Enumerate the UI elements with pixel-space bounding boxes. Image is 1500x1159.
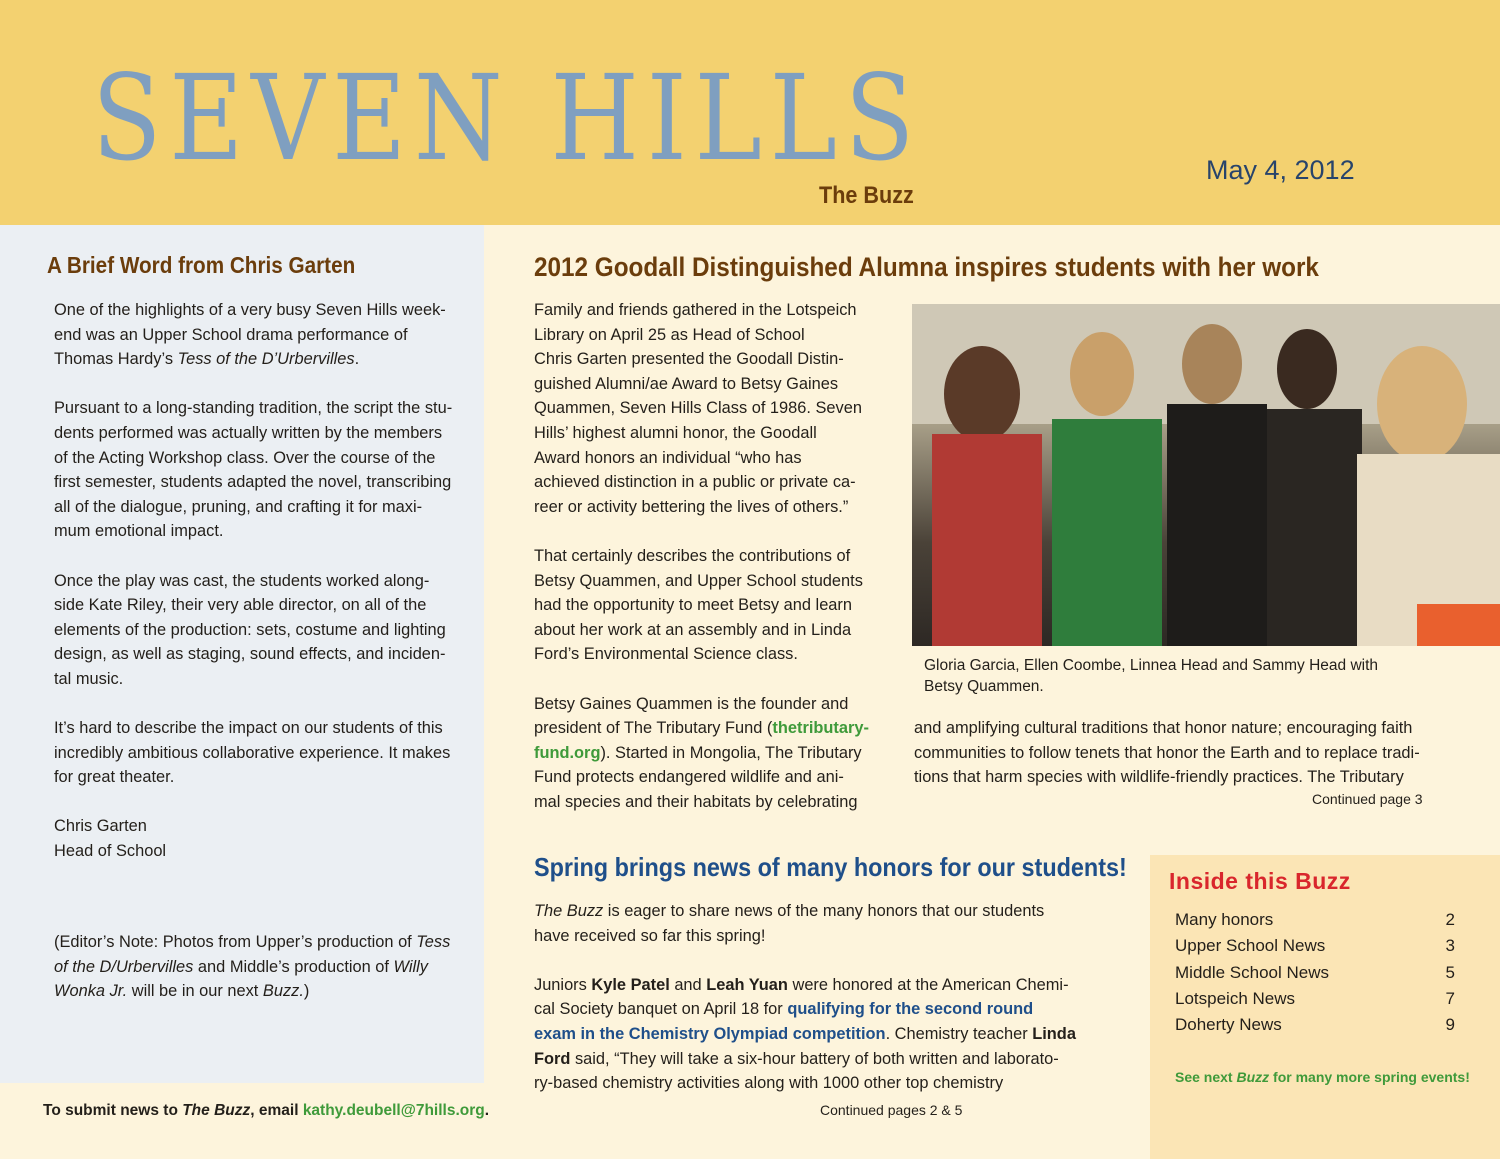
toc-item-page: 3: [1445, 936, 1455, 956]
toc-item[interactable]: [1175, 986, 1455, 1012]
continued-pages-2-5[interactable]: Continued pages 2 & 5: [820, 1102, 963, 1118]
text-run: Leah Yuan: [706, 975, 788, 994]
text-run: and: [669, 975, 707, 994]
text-run: said, “They will take a six-hour battery of both written and laborato- ry-based chemistry activities along with 1000 other top chemistry: [534, 1049, 1059, 1093]
text-run: That certainly describes the contributions of Betsy Quammen, and Upper School students had the opportunity to meet Betsy and learn about her work at an assembly and in Linda Ford’s Environmental Science class.: [534, 546, 863, 664]
text-run: Pursuant to a long-standing tradition, the script the stu- dents performed was actually written by the members of the Acting Workshop class. Over the course of the first semester, students adapted the novel, transcribing all of the dialogue, pruning, and crafting it for maxi- mum emotional impact.: [54, 399, 453, 541]
continued-page-3[interactable]: Continued page 3: [1312, 791, 1423, 807]
text-run: The Buzz: [534, 902, 604, 920]
text-run: Once the play was cast, the students worked along- side Kate Riley, their very able director, on all of the elements of the production: sets, costume and lighting design, as well as staging, sound effects, and inciden- tal music.: [54, 571, 446, 688]
toc-list: [1175, 907, 1455, 1038]
text-run: is eager to share news of the many honors that our students have received so far this spring!: [534, 902, 1045, 945]
text-run: . Chemistry teacher: [885, 1024, 1033, 1043]
text-run: were honored at the American Chemi- cal Society banquet on April 18 for: [534, 975, 1069, 1019]
text-run: .: [484, 1102, 490, 1119]
paragraph: [534, 544, 904, 667]
text-run: and Middle’s production of: [193, 957, 394, 976]
text-run: Family and friends gathered in the Lotspeich Library on April 25 as Head of School Chris Garten presented the Goodall Distin- guished Alumni/ae Award to Betsy Gaines Quammen, Seven Hills Class of 1986. Seven Hills’ highest alumni honor, the Goodall Award honors an individual “who has achieved distinction in a public or private ca- reer or activity bettering the lives of others.”: [534, 301, 862, 516]
paragraph: [54, 298, 494, 372]
toc-item-label: Upper School News: [1175, 936, 1326, 956]
text-run: Kyle Patel: [591, 975, 670, 994]
text-run: Linda Ford: [534, 1024, 1076, 1068]
paragraph: [534, 298, 904, 519]
inline-link[interactable]: Buzz: [1236, 1069, 1270, 1085]
paragraph: [534, 692, 904, 815]
text-run: Willy Wonka Jr.: [54, 957, 428, 1001]
photo-caption: Gloria Garcia, Ellen Coombe, Linnea Head and Sammy Head with Betsy Quammen.: [924, 657, 1379, 695]
paragraph: [534, 973, 1124, 1096]
text-run: Tess of the D/Urbervilles: [54, 933, 451, 976]
toc-item-page: 7: [1445, 988, 1455, 1008]
text-run: Tess of the D’Urbervilles: [177, 350, 355, 369]
paragraph: [54, 569, 494, 692]
toc-item-page: 2: [1445, 910, 1455, 929]
toc-item-label: Many honors: [1175, 910, 1274, 929]
left-body: [54, 298, 494, 888]
text-run: Betsy Gaines Quammen is the founder and president of The Tributary Fund (: [534, 694, 849, 738]
paragraph: [534, 899, 1124, 948]
inline-link[interactable]: thetributary- fund.org: [534, 719, 869, 762]
text-run: (Editor’s Note: Photos from Upper’s production of: [54, 933, 417, 951]
toc-item-page: 5: [1445, 962, 1455, 982]
text-run: It’s hard to describe the impact on our students of this incredibly ambitious collaborative experience. It makes for great theater.: [54, 719, 451, 787]
text-run: .: [354, 350, 360, 369]
text-run: ): [303, 982, 310, 1001]
inline-link[interactable]: for many more spring events!: [1269, 1069, 1470, 1085]
article1-body: [534, 298, 904, 839]
article-photo: [912, 304, 1500, 646]
students-photo-illustration: [912, 304, 1500, 646]
text-run: One of the highlights of a very busy Seven Hills week- end was an Upper School drama performance of Thomas Hardy’s: [54, 301, 446, 369]
newsletter-subtitle: The Buzz: [819, 182, 914, 209]
editors-note: [54, 930, 484, 1004]
text-run: To submit news to: [43, 1102, 183, 1119]
paragraph: [54, 716, 494, 790]
toc-item[interactable]: [1175, 960, 1455, 986]
text-run: , email: [250, 1102, 303, 1119]
toc-heading: Inside this Buzz: [1169, 868, 1351, 894]
text-run: The Buzz: [182, 1102, 251, 1119]
toc-item-page: 9: [1445, 1015, 1455, 1035]
toc-item[interactable]: [1175, 907, 1455, 933]
toc-item[interactable]: [1175, 933, 1455, 959]
paragraph: [54, 814, 494, 863]
article2-heading: Spring brings news of many honors for our students!: [534, 852, 1127, 882]
toc-item-label: Doherty News: [1175, 1015, 1282, 1035]
text-run: Chris Garten Head of School: [54, 817, 167, 861]
text-run: Juniors: [534, 975, 592, 994]
article2-body: [534, 899, 1124, 1120]
toc-item-label: Lotspeich News: [1175, 988, 1296, 1008]
toc-note: [1175, 1069, 1470, 1085]
toc-item-label: Middle School News: [1175, 962, 1330, 982]
text-run: ). Started in Mongolia, The Tributary Fund protects endangered wildlife and ani- mal species and their habitats by celebrating: [534, 743, 862, 811]
issue-date: May 4, 2012: [1206, 155, 1355, 185]
toc-item[interactable]: [1175, 1012, 1455, 1038]
text-run: will be in our next: [127, 982, 263, 1001]
masthead-title: SEVEN HILLS: [92, 49, 923, 187]
left-heading: A Brief Word from Chris Garten: [47, 252, 356, 278]
paragraph: [54, 396, 494, 544]
inline-link[interactable]: See next: [1175, 1069, 1237, 1085]
submit-news-footer: [43, 1102, 489, 1120]
article1-heading: 2012 Goodall Distinguished Alumna inspires students with her work: [534, 252, 1319, 282]
inline-link[interactable]: qualifying for the second round exam in the Chemistry Olympiad competition: [534, 1000, 1034, 1043]
inline-link[interactable]: kathy.deubell@7hills.org: [302, 1102, 485, 1119]
text-run: Buzz.: [262, 982, 304, 1001]
article1-continued-text: and amplifying cultural traditions that honor nature; encouraging faith communities to follow tenets that honor the Earth and to replace tradi- tions that harm species with wildlife-friendly practices. The Tributary: [914, 719, 1420, 787]
inside-this-buzz-box: [1150, 855, 1500, 1159]
